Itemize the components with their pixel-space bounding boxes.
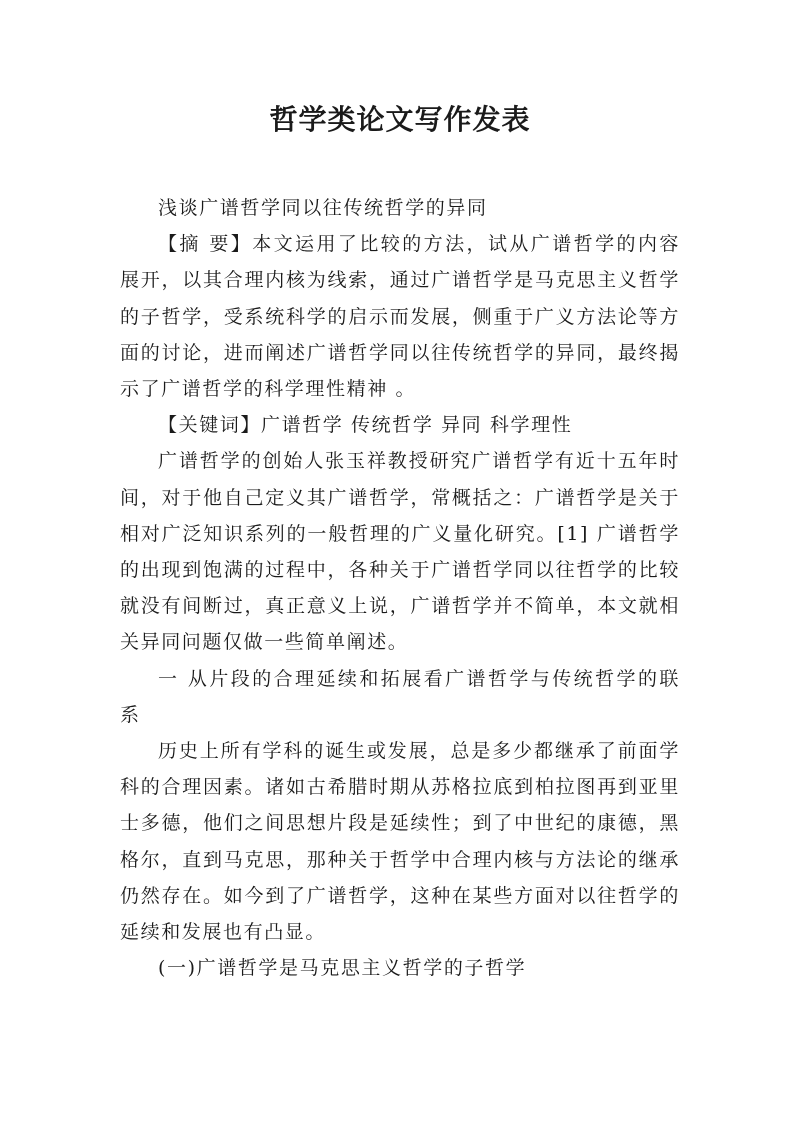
article-subtitle: 浅谈广谱哲学同以往传统哲学的异同 — [158, 197, 488, 219]
subsection-heading: (一)广谱哲学是马克思主义哲学的子哲学 — [158, 957, 527, 980]
section-heading: 一 从片段的合理延续和拓展看广谱哲学与传统哲学的联系 — [120, 667, 680, 726]
body-paragraph: 历史上所有学科的诞生或发展，总是多少都继承了前面学科的合理因素。诸如古希腊时期从苏格拉底到柏拉图再到亚里士多德，他们之间思想片段是延续性；到了中世纪的康德，黑格尔，直到马克思，那种关于哲学中合理内核与方法论的继承仍然存在。如今到了广谱哲学，这种在某些方面对以往哲学的延续和发展也有凸显。 — [120, 740, 680, 944]
abstract-paragraph: 【摘 要】本文运用了比较的方法，试从广谱哲学的内容展开，以其合理内核为线索，通过广谱哲学是马克思主义哲学的子哲学，受系统科学的启示而发展，侧重于广义方法论等方面的讨论，进而阐述广谱哲学同以往传统哲学的异同，最终揭示了广谱哲学的科学理性精神 。 — [120, 233, 680, 401]
document-title: 哲学类论文写作发表 — [269, 103, 531, 136]
keywords-paragraph: 【关键词】广谱哲学 传统哲学 异同 科学理性 — [158, 414, 573, 437]
body-paragraph: 广谱哲学的创始人张玉祥教授研究广谱哲学有近十五年时间，对于他自己定义其广谱哲学，常概括之：广谱哲学是关于相对广泛知识系列的一般哲理的广义量化研究。[1] 广谱哲学的出现到饱满的过程中，各种关于广谱哲学同以往哲学的比较就没有间断过，真正意义上说，广谱哲学并不简单，本文就相关异同问题仅做一些简单阐述。 — [120, 450, 680, 654]
